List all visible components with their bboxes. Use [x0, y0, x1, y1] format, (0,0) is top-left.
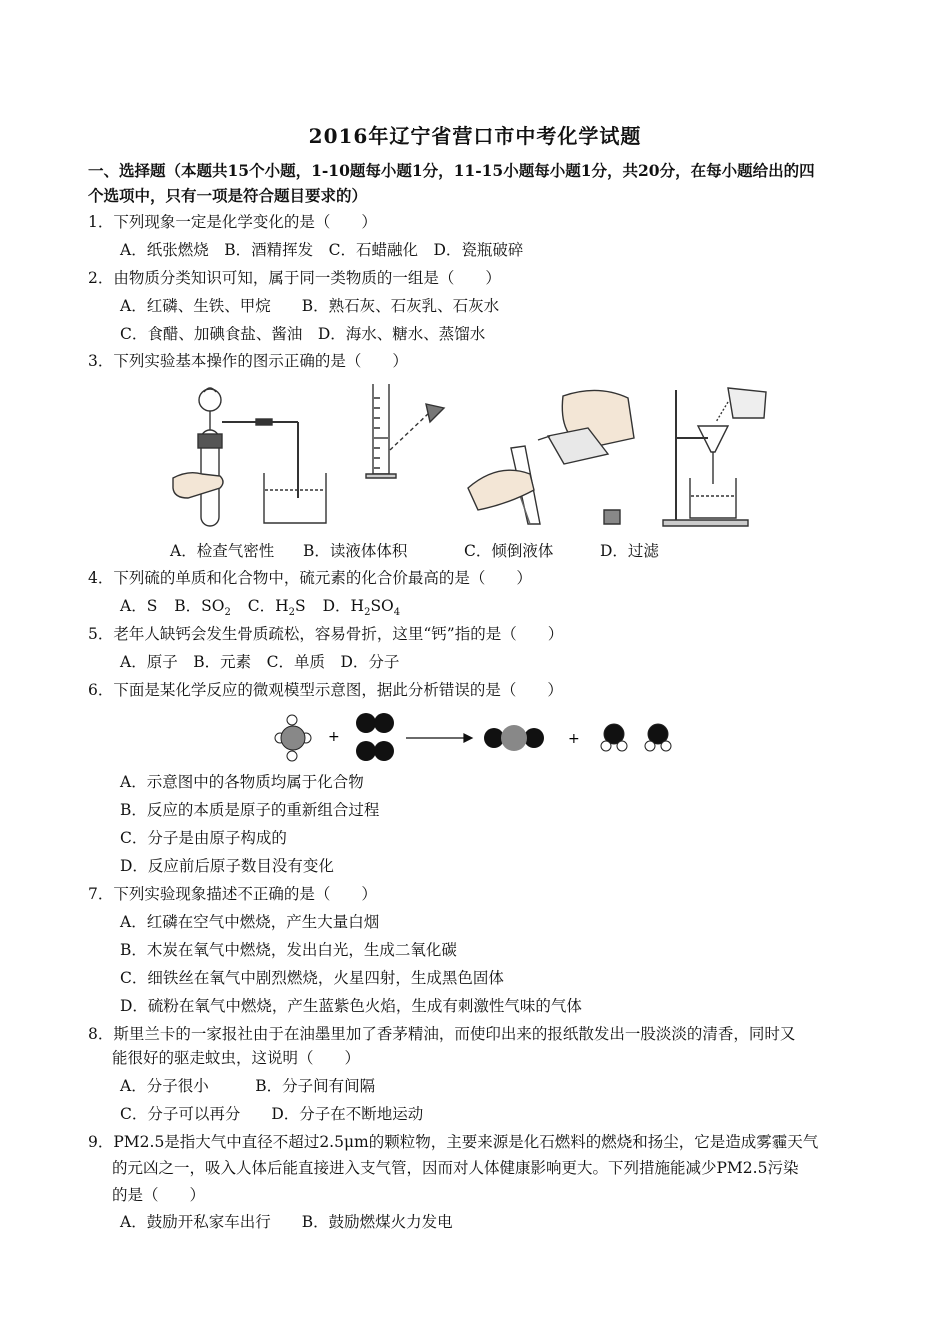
q4-option-a: A．S — [120, 597, 158, 615]
question-6-option-d: D．反应前后原子数目没有变化 — [120, 857, 334, 875]
question-8-options-2: C．分子可以再分 D．分子在不断地运动 — [120, 1105, 424, 1123]
reading-cylinder-figure — [366, 384, 444, 478]
question-8-stem-line-1: 8．斯里兰卡的一家报社由于在油墨里加了香茅精油，而使印出来的报纸散发出一股淡淡的清香，同时又 — [88, 1025, 796, 1043]
plus-sign-2: + — [568, 731, 580, 747]
q4-option-d: D．$H_2SO_4$ — [322, 597, 401, 619]
section-heading-line-2: 个选项中，只有一项是符合题目要求的） — [88, 186, 368, 205]
question-6-stem: 6．下面是某化学反应的微观模型示意图，据此分析错误的是（ ） — [88, 681, 563, 699]
figure-b-label: B．读液体体积 — [303, 542, 408, 560]
q4-option-b: B．$SO_2$ — [174, 597, 231, 619]
reactant-molecule-2 — [356, 713, 394, 761]
question-4-stem: 4．下列硫的单质和化合物中，硫元素的化合价最高的是（ ） — [88, 569, 532, 587]
plus-sign-1: + — [328, 729, 340, 745]
question-5-options: A．原子 B．元素 C．单质 D．分子 — [120, 653, 400, 671]
figure-d-label: D．过滤 — [600, 542, 659, 560]
question-2-stem: 2．由物质分类知识可知，属于同一类物质的一组是（ ） — [88, 269, 501, 287]
product-molecule-2 — [601, 724, 671, 751]
filtration-figure — [663, 388, 766, 526]
question-2-options-1: A．红磷、生铁、甲烷 B．熟石灰、石灰乳、石灰水 — [120, 297, 500, 315]
question-3-stem: 3．下列实验基本操作的图示正确的是（ ） — [88, 352, 408, 370]
page-title: 2016年辽宁省营口市中考化学试题 — [308, 124, 642, 148]
question-9-options: A．鼓励开私家车出行 B．鼓励燃煤火力发电 — [120, 1213, 453, 1231]
reactant-molecule-1 — [275, 715, 311, 761]
question-7-option-a: A．红磷在空气中燃烧，产生大量白烟 — [120, 913, 380, 931]
question-2-options-2: C．食醋、加碘食盐、酱油 D．海水、糖水、蒸馏水 — [120, 325, 486, 343]
reaction-arrow — [406, 734, 472, 742]
question-7-option-d: D．硫粉在氧气中燃烧，产生蓝紫色火焰，生成有刺激性气味的气体 — [120, 997, 582, 1015]
pouring-liquid-figure — [468, 390, 634, 524]
reaction-micro-model-diagram — [272, 708, 682, 766]
lab-operation-figures — [168, 378, 788, 530]
product-molecule-1 — [484, 725, 544, 751]
question-6-option-b: B．反应的本质是原子的重新组合过程 — [120, 801, 380, 819]
airtightness-check-figure — [173, 388, 326, 526]
section-heading-line-1: 一、选择题（本题共15个小题，1-10题每小题1分，11-15小题每小题1分，共20分，在每小题给出的四 — [88, 161, 815, 180]
question-1-stem: 1．下列现象一定是化学变化的是（ ） — [88, 213, 377, 231]
question-4-options — [120, 595, 400, 624]
question-7-option-b: B．木炭在氧气中燃烧，发出白光，生成二氧化碳 — [120, 941, 457, 959]
figure-a-label: A．检查气密性 — [170, 542, 275, 560]
question-1-options: A．纸张燃烧 B．酒精挥发 C．石蜡融化 D．瓷瓶破碎 — [120, 241, 524, 259]
question-6-option-a: A．示意图中的各物质均属于化合物 — [120, 773, 364, 791]
question-9-stem-line-2: 的元凶之一，吸入人体后能直接进入支气管，因而对人体健康影响更大。下列措施能减少PM2.5污染 — [112, 1159, 799, 1177]
question-8-options-1: A．分子很小 B．分子间有间隔 — [120, 1077, 376, 1095]
q4-option-c: C．$H_2S$ — [247, 597, 306, 619]
question-7-option-c: C．细铁丝在氧气中剧烈燃烧，火星四射，生成黑色固体 — [120, 969, 504, 987]
question-6-option-c: C．分子是由原子构成的 — [120, 829, 287, 847]
question-8-stem-line-2: 能很好的驱走蚊虫，这说明（ ） — [112, 1049, 361, 1067]
question-9-stem-line-1: 9．PM2.5是指大气中直径不超过2.5μm的颗粒物，主要来源是化石燃料的燃烧和扬尘，它是造成雾霾天气 — [88, 1133, 819, 1151]
figure-c-label: C．倾倒液体 — [464, 542, 554, 560]
question-9-stem-line-3: 的是（ ） — [112, 1186, 206, 1204]
question-7-stem: 7．下列实验现象描述不正确的是（ ） — [88, 885, 377, 903]
question-5-stem: 5．老年人缺钙会发生骨质疏松，容易骨折，这里“钙”指的是（ ） — [88, 625, 564, 643]
